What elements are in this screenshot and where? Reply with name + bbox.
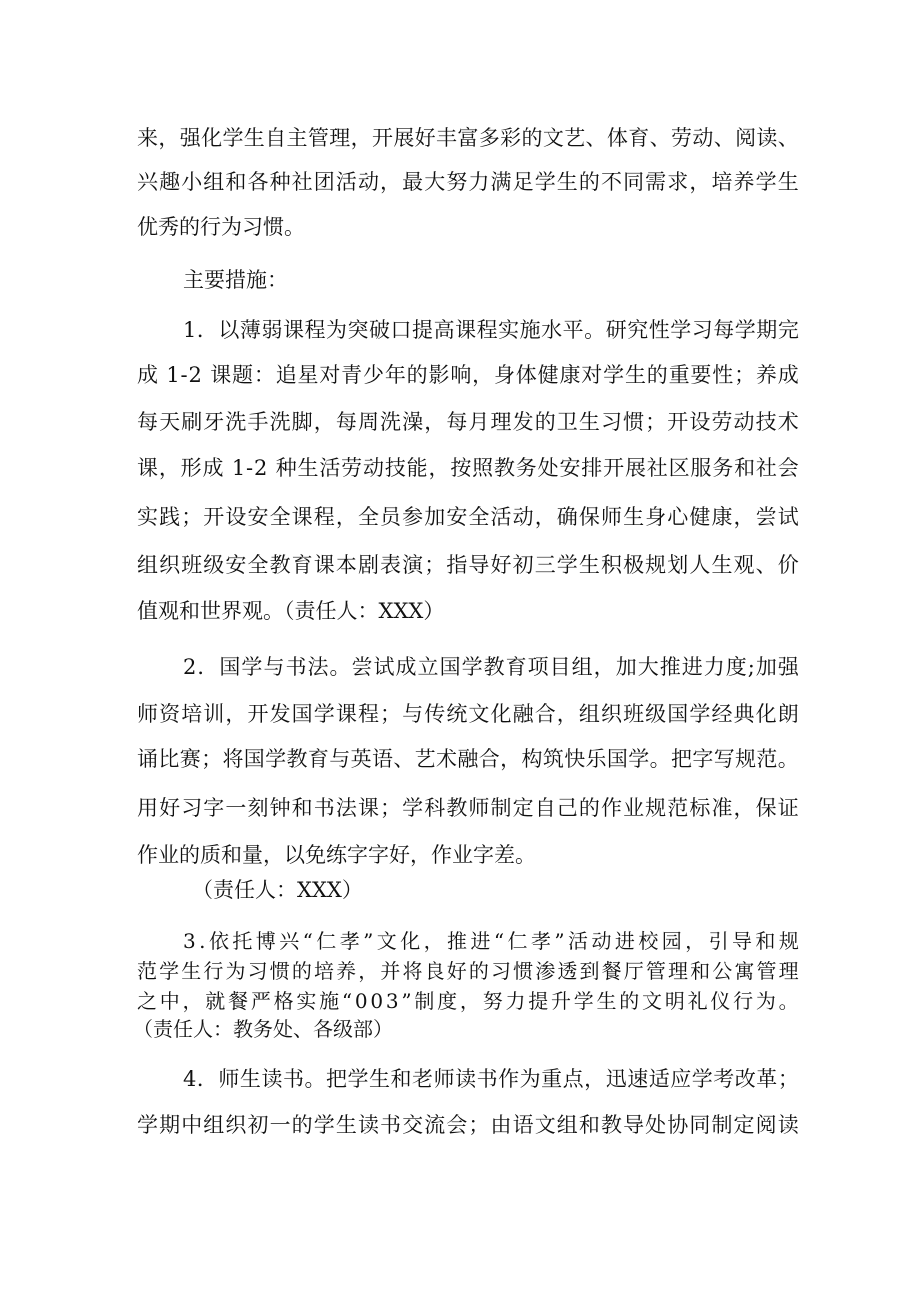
paragraph-line: 作业的质和量，以免练字字好，作业字差。: [137, 843, 536, 867]
section-heading: 主要措施：: [183, 268, 288, 292]
paragraph-line: 成 1 - 2 课 题 ： 追 星 对 青 少 年 的 影 响 ， 身 体 健 康 对 学 生 的 重 要 性 ； 养 成: [137, 363, 799, 387]
paragraph-line: 兴 趣 小 组 和 各 种 社 团 活 动 ， 最 大 努 力 满 足 学 生 的 不 同 需 求 ， 培 养 学 生: [137, 170, 799, 194]
list-item-heading: 4 ． 师 生 读 书 。 把 学 生 和 老 师 读 书 作 为 重 点 ， 迅 速 适 应 学 考 改 革 ；: [183, 1067, 799, 1091]
paragraph-line: 学 期 中 组 织 初 一 的 学 生 读 书 交 流 会 ； 由 语 文 组 和 教 导 处 协 同 制 定 阅 读: [137, 1113, 799, 1137]
paragraph-line: 师 资 培 训 ， 开 发 国 学 课 程 ； 与 传 统 文 化 融 合 ， 组 织 班 级 国 学 经 典 化 朗: [137, 702, 799, 726]
paragraph-line: 每 天 刷 牙 洗 手 洗 脚 ， 每 周 洗 澡 ， 每 月 理 发 的 卫 生 习 惯 ； 开 设 劳 动 技 术: [137, 410, 799, 434]
paragraph-line: 值观和世界观。（责任人：XXX）: [137, 599, 445, 623]
paragraph-line: 来 ， 强 化 学 生 自 主 管 理 ， 开 展 好 丰 富 多 彩 的 文 艺 、 体 育 、 劳 动 、 阅 读 、: [137, 126, 799, 150]
list-item-heading: 3 . 依 托 博 兴 “ 仁 孝 ” 文 化 ， 推 进 “ 仁 孝 ” 活 动 进 校 园 ， 引 导 和 规: [183, 929, 799, 953]
paragraph-line: 范 学 生 行 为 习 惯 的 培 养 ， 并 将 良 好 的 习 惯 渗 透 到 餐 厅 管 理 和 公 寓 管 理: [137, 959, 799, 983]
paragraph-line: 之 中 ， 就 餐 严 格 实 施 “ 0 0 3 ” 制 度 ， 努 力 提 升 学 生 的 文 明 礼 仪 行 为 。: [137, 989, 799, 1013]
responsible-person: （责任人：XXX）: [192, 878, 363, 902]
paragraph-line: 诵 比 赛 ； 将 国 学 教 育 与 英 语 、 艺 术 融 合 ， 构 筑 快 乐 国 学 。 把 字 写 规 范 。: [137, 747, 799, 771]
responsible-person: （责任人：教务处、各级部）: [133, 1017, 393, 1041]
paragraph-line: 课 ， 形 成 1 - 2 种 生 活 劳 动 技 能 ， 按 照 教 务 处 安 排 开 展 社 区 服 务 和 社 会: [137, 456, 799, 480]
paragraph-line: 用 好 习 字 一 刻 钟 和 书 法 课 ； 学 科 教 师 制 定 自 己 的 作 业 规 范 标 准 ， 保 证: [137, 796, 799, 820]
paragraph-line: 优秀的行为习惯。: [137, 215, 305, 239]
paragraph-line: 实 践 ； 开 设 安 全 课 程 ， 全 员 参 加 安 全 活 动 ， 确 保 师 生 身 心 健 康 ， 尝 试: [137, 505, 799, 529]
list-item-heading: 1 ． 以 薄 弱 课 程 为 突 破 口 提 高 课 程 实 施 水 平 。 研 究 性 学 习 每 学 期 完: [183, 318, 799, 342]
list-item-heading: 2 ． 国 学 与 书 法 。 尝 试 成 立 国 学 教 育 项 目 组 ， 加 大 推 进 力 度 ; 加 强: [183, 655, 799, 679]
paragraph-line: 组 织 班 级 安 全 教 育 课 本 剧 表 演 ； 指 导 好 初 三 学 生 积 极 规 划 人 生 观 、 价: [137, 553, 799, 577]
